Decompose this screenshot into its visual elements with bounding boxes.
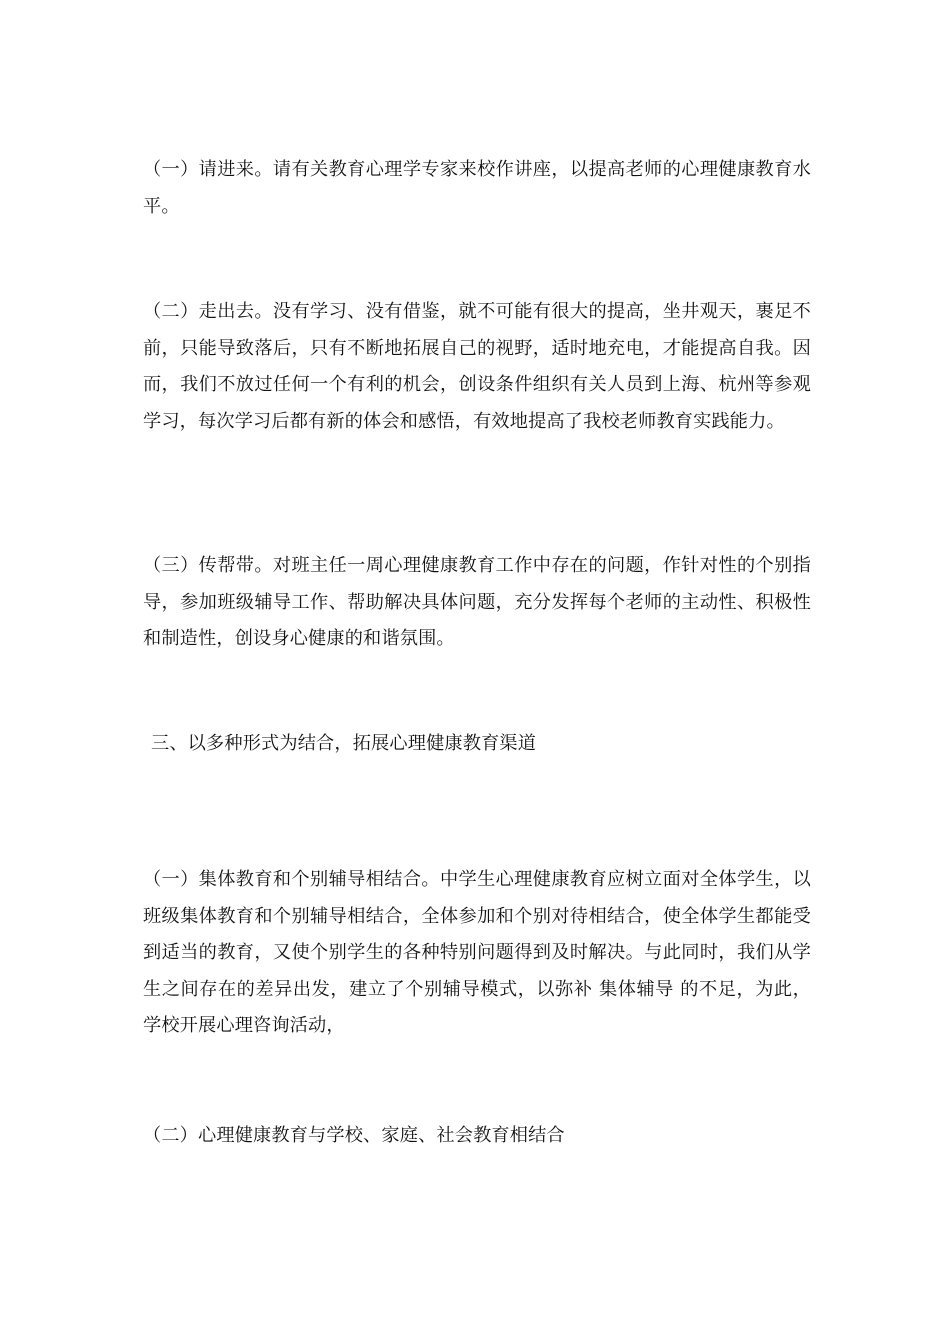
- paragraph-invite-experts: （一）请进来。请有关教育心理学专家来校作讲座，以提高老师的心理健康教育水平。: [143, 159, 811, 217]
- paragraph-school-family-society: （二）心理健康教育与学校、家庭、社会教育相结合: [143, 1125, 565, 1146]
- paragraph-group-individual: （一）集体教育和个别辅导相结合。中学生心理健康教育应树立面对全体学生，以班级集体教育和个别辅导相结合，全体参加和个别对待相结合，使全体学生都能受到适当的教育，又使个别学生的各种特别问题得到及时解决。与此同时，我们从学生之间存在的差异出发，建立了个别辅导模式，以弥补 集体辅导 的不足，为此，学校开展心理咨询活动，: [143, 869, 811, 1036]
- section-heading-three: 三、以多种形式为结合，拓展心理健康教育渠道: [151, 733, 537, 754]
- paragraph-go-out-study: （二）走出去。没有学习、没有借鉴，就不可能有很大的提高，坐井观天，裹足不前，只能导致落后，只有不断地拓展自己的视野，适时地充电，才能提高自我。因而，我们不放过任何一个有利的机会，创设条件组织有关人员到上海、杭州等参观学习，每次学习后都有新的体会和感悟，有效地提高了我校老师教育实践能力。: [143, 301, 811, 432]
- paragraph-mentoring: （三）传帮带。对班主任一周心理健康教育工作中存在的问题，作针对性的个别指导，参加班级辅导工作、帮助解决具体问题，充分发挥每个老师的主动性、积极性和制造性，创设身心健康的和谐氛围。: [143, 555, 811, 649]
